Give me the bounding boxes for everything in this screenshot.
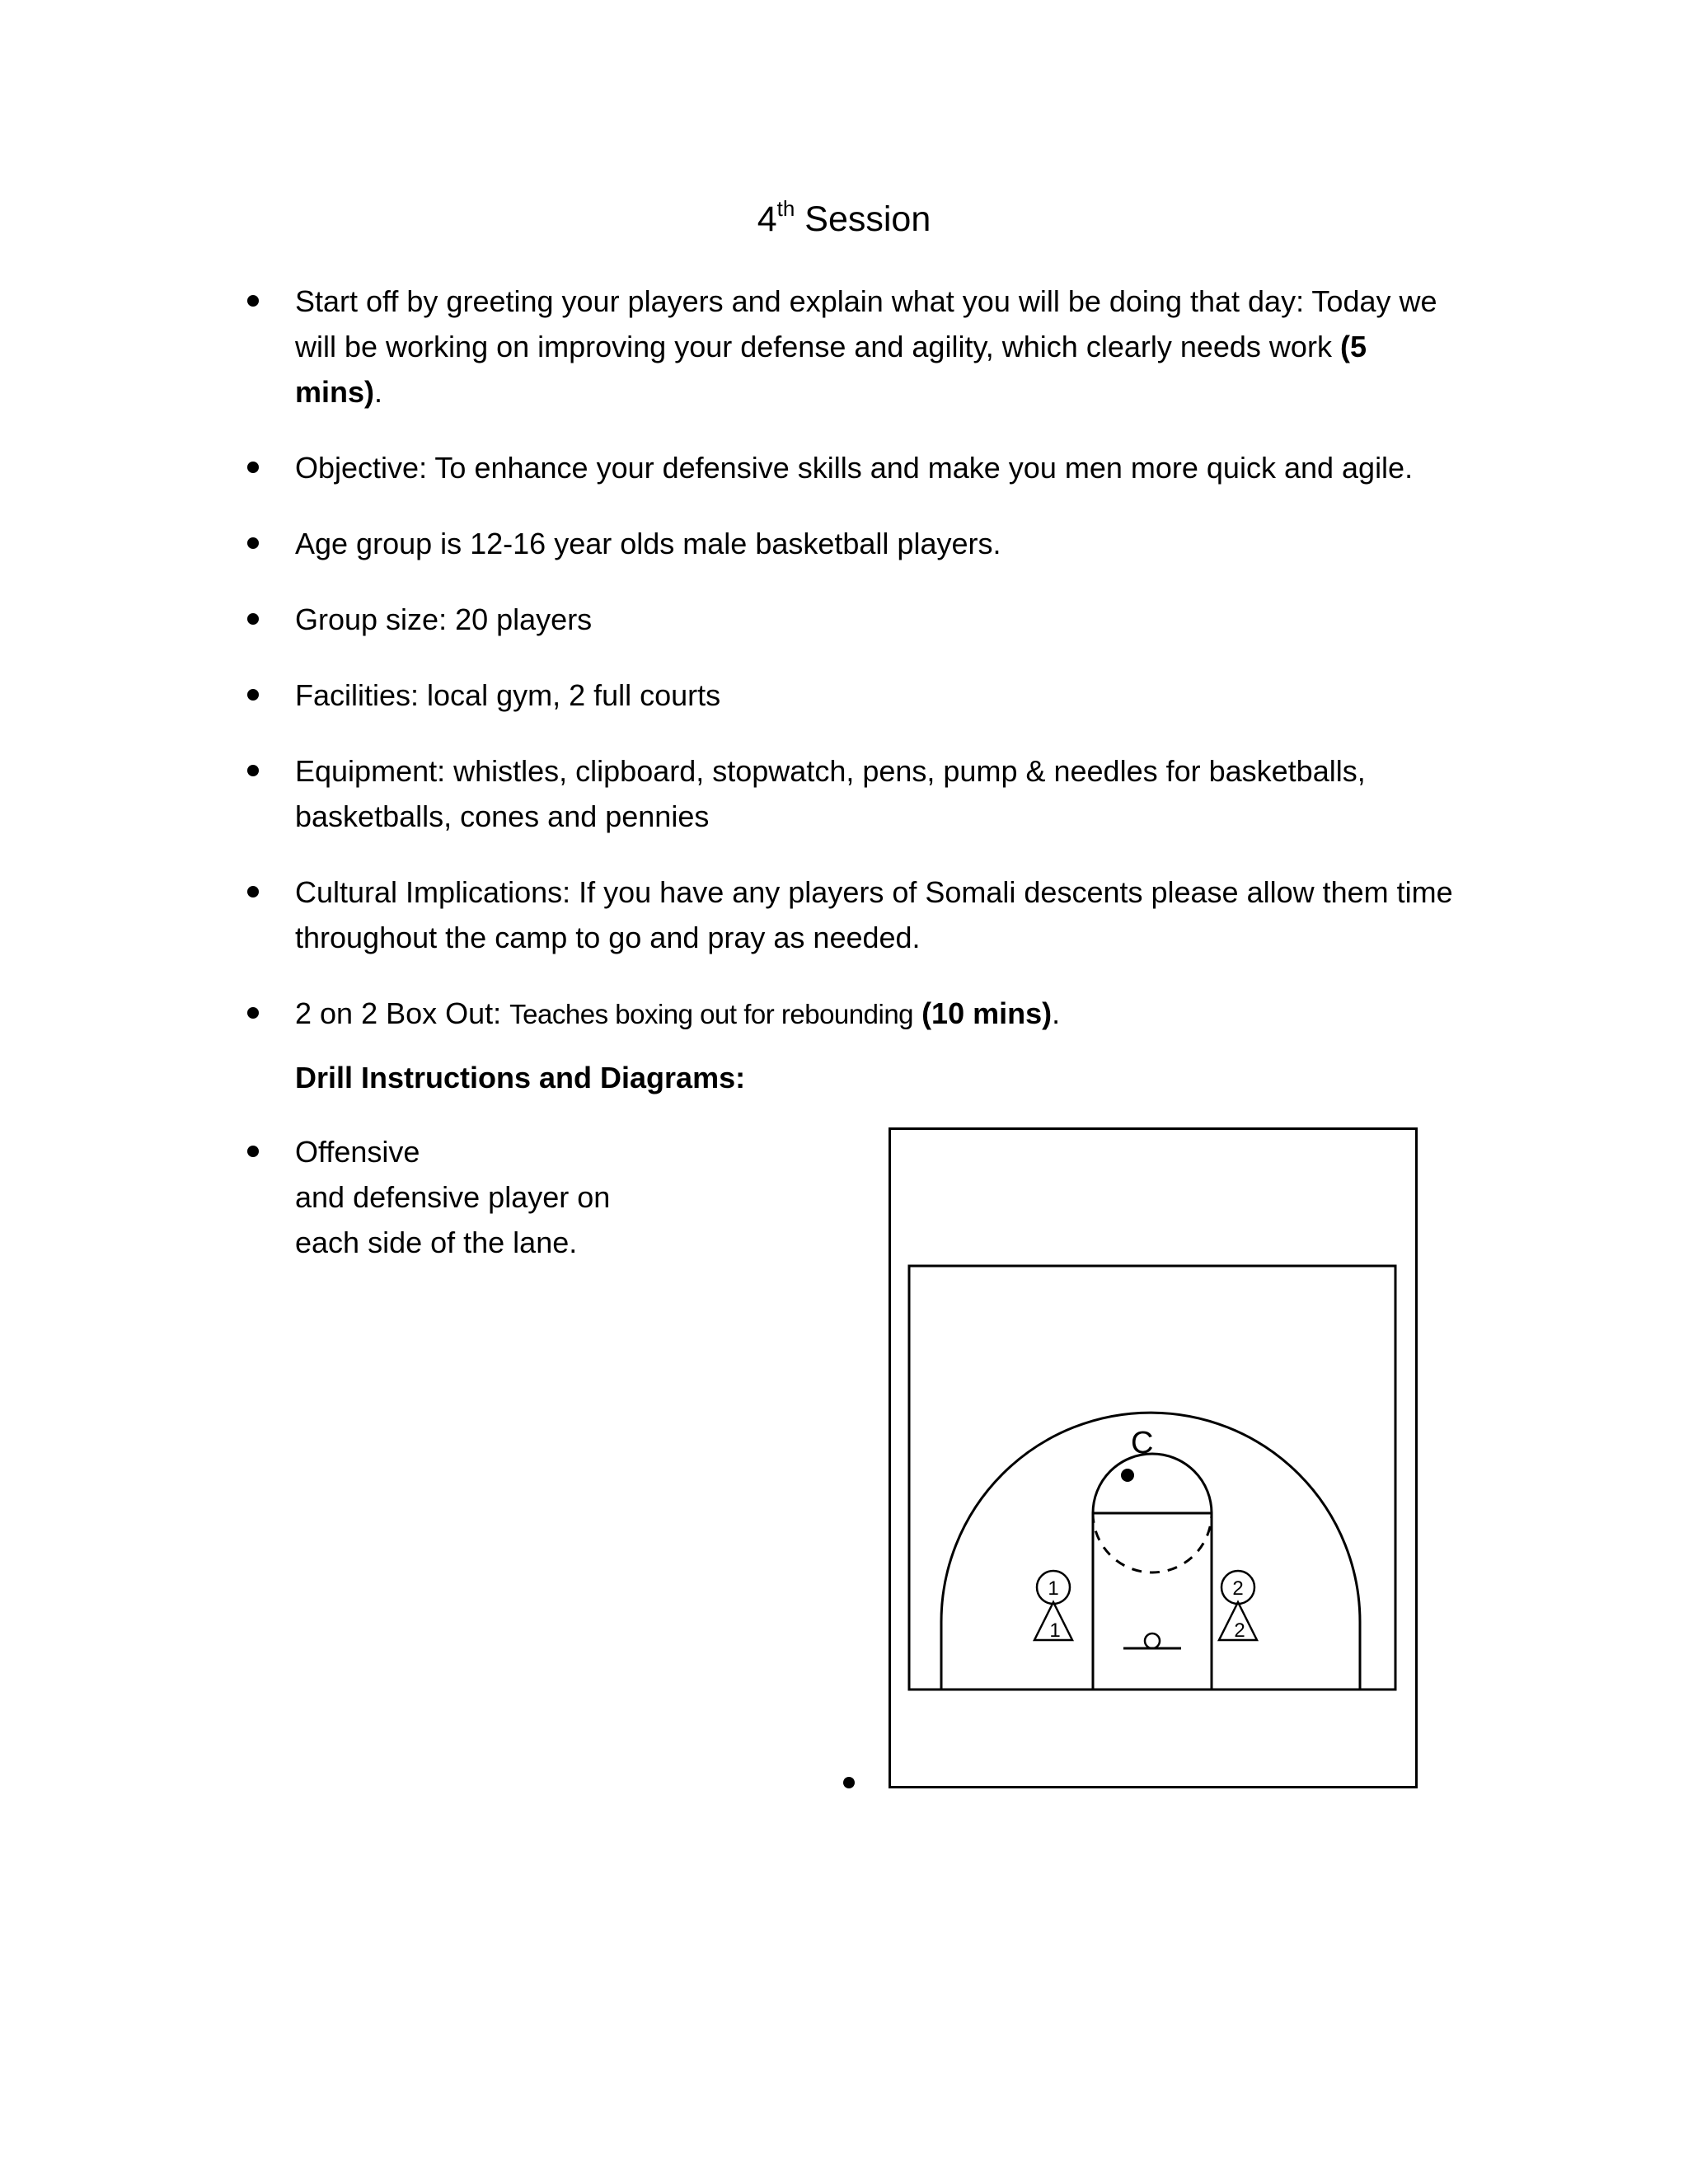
offense-label-2: 2 xyxy=(1232,1577,1244,1600)
bullet-dot-icon xyxy=(247,1146,259,1157)
bullet-cultural xyxy=(247,869,1459,960)
title-suffix: th xyxy=(776,196,795,221)
page-title xyxy=(0,198,1688,241)
drill-time: (10 mins) xyxy=(921,996,1053,1030)
drill-line-1: Offensive xyxy=(295,1135,420,1169)
bullet-equipment xyxy=(247,748,1459,839)
drill-description xyxy=(247,1129,691,1265)
free-throw-circle-top xyxy=(1093,1454,1212,1513)
session-bullet-list xyxy=(247,279,1459,1067)
bullet-dot-icon xyxy=(247,462,259,473)
intro-end: . xyxy=(374,375,383,409)
facilities-text: Facilities: local gym, 2 full courts xyxy=(295,678,721,712)
half-court-boundary xyxy=(909,1266,1395,1690)
defense-label-2: 2 xyxy=(1234,1619,1245,1642)
offense-label-1: 1 xyxy=(1048,1577,1059,1600)
drill-line-2: and defensive player on xyxy=(295,1180,611,1214)
coach-label: C xyxy=(1131,1426,1154,1460)
bullet-group-size xyxy=(247,597,1459,642)
bullet-facilities xyxy=(247,673,1459,718)
age-group-text: Age group is 12-16 year olds male basketball players. xyxy=(295,527,1001,560)
court-svg xyxy=(889,1127,1418,1788)
intro-text: Start off by greeting your players and explain what you will be doing that day: Today we will be working on improving your defense and agility, which clearly needs work xyxy=(295,284,1437,363)
bullet-dot-icon xyxy=(247,886,259,898)
bullet-dot-icon xyxy=(247,765,259,776)
bullet-objective xyxy=(247,445,1459,490)
drill-desc: Teaches boxing out for rebounding xyxy=(509,999,914,1029)
defense-label-1: 1 xyxy=(1049,1619,1061,1642)
bullet-dot-icon xyxy=(247,295,259,307)
intro-time: (5 mins) xyxy=(295,330,1367,409)
ball-icon xyxy=(1121,1469,1134,1482)
bullet-dot-icon xyxy=(247,1007,259,1019)
bullet-intro xyxy=(247,279,1459,415)
bullet-dot-icon xyxy=(247,689,259,701)
drill-heading: Drill Instructions and Diagrams: xyxy=(295,1061,746,1094)
title-word: Session xyxy=(804,199,931,239)
free-throw-lane xyxy=(1093,1513,1212,1690)
bullet-age-group xyxy=(247,521,1459,566)
bullet-drill xyxy=(247,991,1459,1037)
title-number: 4 xyxy=(757,199,777,239)
bullet-dot-icon xyxy=(247,613,259,625)
empty-bullet-dot-icon xyxy=(843,1777,855,1788)
rim xyxy=(1145,1633,1160,1648)
drill-name: 2 on 2 Box Out: xyxy=(295,996,502,1030)
cultural-text: Cultural Implications: If you have any players of Somali descents please allow them time throughout the camp to go and pray as needed. xyxy=(295,875,1453,954)
drill-line-3: each side of the lane. xyxy=(295,1226,578,1259)
objective-text: Objective: To enhance your defensive skills and make you men more quick and agile. xyxy=(295,451,1414,485)
equipment-text: Equipment: whistles, clipboard, stopwatch, pens, pump & needles for basketballs, basketballs, cones and pennies xyxy=(295,754,1366,833)
group-size-text: Group size: 20 players xyxy=(295,602,593,636)
court-diagram xyxy=(889,1127,1418,1788)
bullet-dot-icon xyxy=(247,537,259,549)
free-throw-circle-dashed xyxy=(1093,1513,1212,1572)
drill-end: . xyxy=(1052,996,1061,1030)
